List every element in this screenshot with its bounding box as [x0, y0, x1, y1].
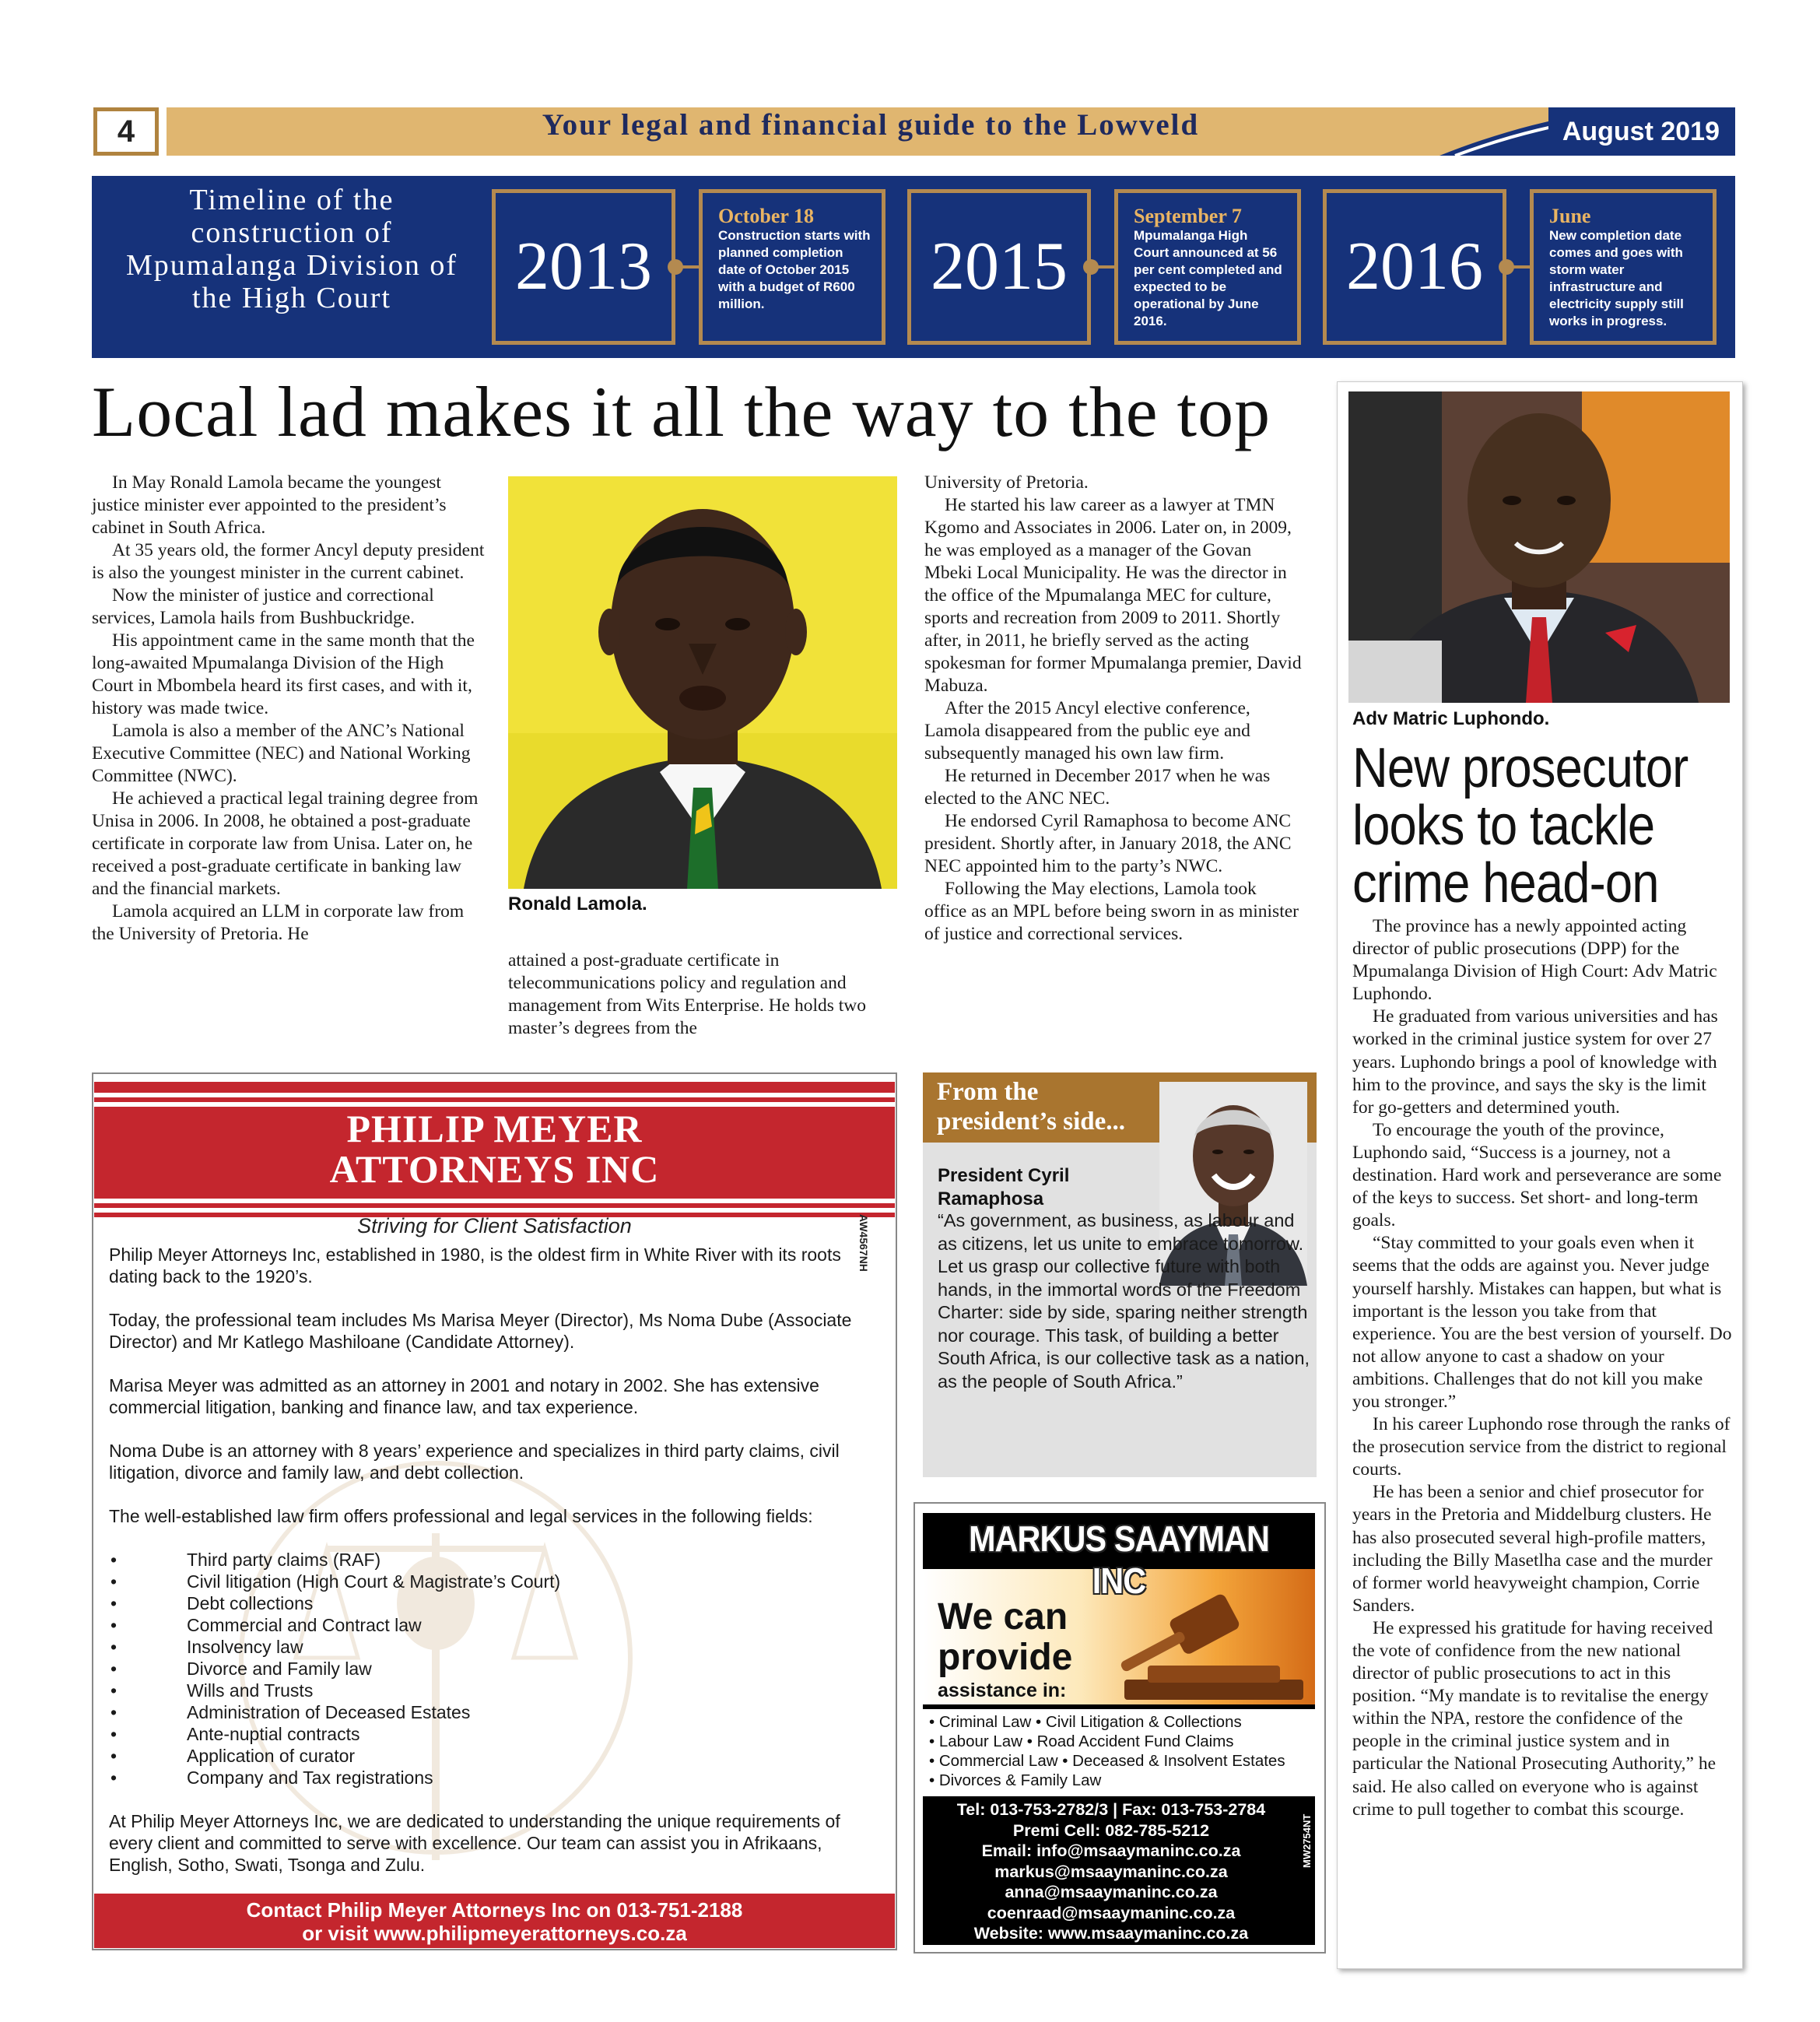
gavel-icon	[1101, 1588, 1311, 1704]
list-item: • Debt collections	[109, 1592, 871, 1614]
ad-paragraph: Today, the professional team includes Ms Marisa Meyer (Director), Ms Noma Dube (Associate Director) and Mr Katlego Mashiloane (Candidate Attorney).	[109, 1310, 852, 1352]
ad-contact-details	[923, 1799, 1299, 1944]
timeline-event-month: October 18	[718, 205, 814, 227]
ad-contact-line: anna@msaaymaninc.co.za	[1005, 1883, 1218, 1901]
ad-closing: At Philip Meyer Attorneys Inc, we are dedicated to understanding the unique requirements of every client and committed to serve with excellence. Our team can assist you in Afrikaans, English, Sotho, Swati, Tsonga and Zulu.	[109, 1811, 840, 1875]
ad-contact-line: Premi Cell: 082-785-5212	[1012, 1820, 1210, 1840]
page-number: 4	[93, 107, 159, 156]
president-box-title: From the president’s side...	[937, 1078, 1126, 1136]
ad-contact-line: Email: info@msaaymaninc.co.za	[981, 1841, 1241, 1860]
timeline-event-month: June	[1549, 205, 1591, 227]
ad-website-line: or visit www.philipmeyerattorneys.co.za	[302, 1922, 687, 1945]
article-paragraph: His appointment came in the same month that the long-awaited Mpumalanga Division of the High Court in Mbombela heard its first cases, and with it, history was made twice.	[92, 630, 475, 718]
timeline-year-2013: 2013	[492, 189, 675, 345]
ad-contact-line: Contact Philip Meyer Attorneys Inc on 013-751-2188	[246, 1898, 743, 1922]
timeline-dot	[1499, 259, 1514, 275]
header-title: Your legal and financial guide to the Lowveld	[542, 108, 1200, 142]
sidebar-body	[1352, 915, 1732, 1821]
article-paragraph: attained a post-graduate certificate in telecommunications policy and regulation and management from Wits Enterprise. He holds two master’s degrees from the	[508, 950, 867, 1038]
article-paragraph: Lamola acquired an LLM in corporate law from the University of Pretoria. He	[92, 901, 465, 944]
list-item: • Ante-nuptial contracts	[109, 1723, 871, 1745]
timeline-year-2016: 2016	[1323, 189, 1506, 345]
ad-service-row: • Criminal Law • Civil Litigation & Collections	[929, 1713, 1242, 1731]
ad-paragraph: Marisa Meyer was admitted as an attorney in 2001 and notary in 2002. She has extensive commercial litigation, banking and finance law, and tax experience.	[109, 1375, 819, 1417]
list-item: • Divorce and Family law	[109, 1658, 871, 1680]
article-paragraph: Now the minister of justice and correctional services, Lamola hails from Bushbuckridge.	[92, 585, 434, 628]
ad-tagline-line: provide	[938, 1637, 1073, 1678]
ad-service-row: • Labour Law • Road Accident Fund Claims	[929, 1732, 1234, 1750]
ad-firm-name	[94, 1108, 895, 1189]
article-column-3	[924, 472, 1302, 946]
list-item: • Application of curator	[109, 1745, 871, 1767]
article-paragraph: He graduated from various universities and has worked in the criminal justice system for over 27 years. Luphondo brings a pool of knowledge with him to the province, and says the sky is the limit for go-getters and determined youth.	[1352, 1006, 1718, 1118]
ad-contact-footer	[94, 1894, 895, 1948]
timeline-dot	[1083, 259, 1099, 275]
matric-luphondo-photo	[1348, 391, 1730, 703]
article-paragraph: Lamola is also a member of the ANC’s National Executive Committee (NEC) and National Working Committee (NWC).	[92, 721, 471, 786]
list-item: • Third party claims (RAF)	[109, 1549, 871, 1571]
ad-services	[923, 1709, 1315, 1796]
ad-contact-line: markus@msaaymaninc.co.za	[994, 1862, 1228, 1881]
article-paragraph: He started his law career as a lawyer at TMN Kgomo and Associates in 2006. Later on, in 2009, he was employed as a manager of the Govan Mbeki Local Municipality. He was the director in the office of the Mpumalanga MEC for culture, sports and recreation from 2009 to 2011. Shortly after, in 2011, he briefly served as the acting spokesman for former Mpumalanga premier, David Mabuza.	[924, 495, 1302, 696]
list-item: • Administration of Deceased Estates	[109, 1701, 871, 1723]
article-paragraph: He achieved a practical legal training degree from Unisa in 2006. In 2008, he obtained a post-graduate certificate in corporate law from Unisa. Later on, he received a post-graduate certificate in banking law and the financial markets.	[92, 788, 479, 899]
sidebar-headline: New prosecutor looks to tackle crime head-on	[1352, 737, 1688, 914]
list-item: • Company and Tax registrations	[109, 1767, 871, 1789]
ad-body	[109, 1244, 871, 1897]
article-paragraph: “Stay committed to your goals even when it seems that the odds are against you. Never judge yourself harshly. Mistakes can happen, but what is important is the lesson you take from that experience. You are the best version of yourself. Do not allow anyone to cast a shadow on your ambitions. Challenges that do not kill you make you stronger.”	[1352, 1233, 1732, 1412]
article-paragraph: University of Pretoria.	[924, 472, 1089, 493]
timeline-event-text: Mpumalanga High Court announced at 56 per cent completed and expected to be operational by June 2016.	[1134, 228, 1282, 328]
photo-caption: Adv Matric Luphondo.	[1352, 708, 1550, 729]
timeline-event-month: September 7	[1134, 205, 1242, 227]
list-item: • Insolvency law	[109, 1636, 871, 1658]
timeline-title: Timeline of the construction of Mpumalanga Division of the High Court	[125, 184, 458, 314]
list-item: • Commercial and Contract law	[109, 1614, 871, 1636]
timeline-event-2	[1114, 189, 1301, 345]
timeline-event-3	[1530, 189, 1717, 345]
ronald-lamola-photo	[508, 476, 897, 889]
photo-caption: Ronald Lamola.	[508, 893, 647, 914]
ad-contact-line: coenraad@msaaymaninc.co.za	[987, 1903, 1236, 1922]
article-paragraph: At 35 years old, the former Ancyl deputy president is also the youngest minister in the current cabinet.	[92, 540, 485, 583]
ad-subtagline: assistance in:	[938, 1680, 1067, 1701]
timeline-dot	[668, 259, 683, 275]
timeline-event-1	[699, 189, 885, 345]
ad-tagline-line: We can	[938, 1596, 1068, 1638]
article-paragraph: He has been a senior and chief prosecutor for years in the Pretoria and Middelburg clusters. He has also prosecuted several high-profile matters, including the Billy Masetlha case and the murder of former world heavyweight champion, Corrie Sanders.	[1352, 1482, 1713, 1616]
ad-tagline	[938, 1597, 1072, 1678]
ad-contact-line: Tel: 013-753-2782/3 | Fax: 013-753-2784	[956, 1800, 1266, 1819]
article-paragraph: He expressed his gratitude for having received the vote of confidence from the new national director of public prosecutions to act in this position. “My mandate is to revitalise the energy within the NPA, restore the confidence of the people in the criminal justice system and in particular the National Prosecuting Authority,” he said. He also called on everyone who is against crime to pull together to combat this scourge.	[1352, 1617, 1717, 1820]
ad-firm-name-line: PHILIP MEYER	[346, 1107, 643, 1150]
ad-slogan: Striving for Client Satisfaction	[357, 1214, 632, 1237]
timeline-year-2015: 2015	[907, 189, 1091, 345]
ad-reference-code: MW2754NT	[1301, 1813, 1313, 1868]
ad-contact-line: Website: www.msaaymaninc.co.za	[973, 1924, 1249, 1943]
article-paragraph: After the 2015 Ancyl elective conference, Lamola disappeared from the public eye and subsequently managed his own law firm.	[924, 698, 1250, 764]
article-column-1	[92, 472, 485, 946]
ad-paragraph: Philip Meyer Attorneys Inc, established in 1980, is the oldest firm in White River with its roots dating back to the 1920’s.	[109, 1244, 841, 1287]
ad-paragraph: Noma Dube is an attorney with 8 years’ experience and specializes in third party claims, civil litigation, divorce and family law, and debt collection.	[109, 1441, 840, 1483]
president-quote: “As government, as business, as labour and as citizens, let us unite to embrace tomorrow. Let us grasp our collective future with both hands, in the immortal words of the Freedom Charter: side by side, sparing neither strength nor courage. This task, of building a better South Africa, is our collective task as a nation, as the people of South Africa.”	[938, 1210, 1310, 1392]
article-paragraph: He endorsed Cyril Ramaphosa to become ANC president. Shortly after, in January 2018, the ANC NEC appointed him to the party’s NWC.	[924, 811, 1292, 876]
article-paragraph: In his career Luphondo rose through the ranks of the prosecution service from the district to regional courts.	[1352, 1414, 1731, 1480]
article-paragraph: To encourage the youth of the province, Luphondo said, “Success is a journey, not a destination. Hard work and perseverance are some of the keys to success. Set short- and long-term goals.	[1352, 1119, 1722, 1231]
ad-firm-name-line: ATTORNEYS INC	[329, 1147, 660, 1191]
ad-service-row: • Commercial Law • Deceased & Insolvent Estates	[929, 1752, 1285, 1770]
ad-service-row: • Divorces & Family Law	[929, 1771, 1102, 1789]
list-item: • Wills and Trusts	[109, 1680, 871, 1701]
article-paragraph: In May Ronald Lamola became the youngest justice minister ever appointed to the president’s cabinet in South Africa.	[92, 472, 447, 538]
article-paragraph: Following the May elections, Lamola took office as an MPL before being sworn in as minister of justice and correctional services.	[924, 879, 1299, 944]
article-paragraph: The province has a newly appointed acting director of public prosecutions (DPP) for the Mpumalanga Division of High Court: Adv Matric Luphondo.	[1352, 916, 1717, 1005]
article-paragraph: He returned in December 2017 when he was elected to the ANC NEC.	[924, 766, 1271, 809]
timeline-event-text: New completion date comes and goes with storm water infrastructure and electricity supply still works in progress.	[1549, 228, 1684, 328]
ad-paragraph: The well-established law firm offers professional and legal services in the following fields:	[109, 1506, 813, 1526]
article-headline: Local lad makes it all the way to the top	[92, 372, 1271, 451]
article-column-2	[508, 950, 901, 1040]
president-name: President Cyril Ramaphosa	[938, 1165, 1070, 1209]
timeline-event-text: Construction starts with planned completion date of October 2015 with a budget of R600 million.	[718, 228, 871, 311]
list-item: • Civil litigation (High Court & Magistrate’s Court)	[109, 1571, 871, 1592]
ad-services-list	[109, 1549, 871, 1789]
ad-reference-code: AW4567NH	[857, 1214, 870, 1272]
header-date: August 2019	[1548, 107, 1735, 156]
ad-firm-name: MARKUS SAAYMAN INC	[968, 1518, 1270, 1601]
